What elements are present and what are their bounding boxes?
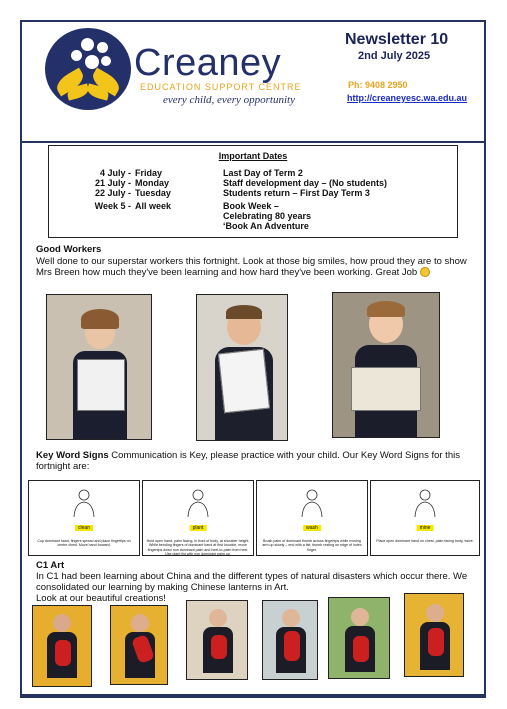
page-border-bottom (20, 694, 486, 698)
date-cell: Week 5 - (94, 201, 131, 211)
day-cell: Monday (135, 178, 170, 188)
lantern-photo (328, 597, 390, 679)
brand-tagline: every child, every opportunity (163, 94, 295, 106)
date-cell: 21 July - (94, 178, 131, 188)
good-workers-text (36, 256, 476, 278)
good-workers-paragraph: Well done to our superstar workers this fortnight. Look at those big smiles, how proud they are to show Mrs Breen how much they've been learning and how hard they've been working. Great Job (36, 256, 467, 278)
phone-number: Ph: 9408 2950 (348, 80, 408, 90)
signing-figure-icon (412, 487, 438, 517)
signing-figure-icon (185, 487, 211, 517)
signing-figure-icon (299, 487, 325, 517)
event-cell: Staff development day – (No students) (223, 178, 388, 188)
important-dates-title: Important Dates (218, 151, 288, 161)
day-cell: All week (135, 201, 172, 211)
sign-description: Cup dominant hand, fingers spread and place fingertips on centre chest. Move hand forward. (37, 539, 131, 548)
sign-description: Place open dominant hand on chest, palm facing body, twice. (376, 539, 474, 543)
day-cell: Friday (135, 168, 163, 178)
sign-word: wash (303, 525, 321, 531)
header-divider (22, 141, 484, 143)
key-word-signs-heading: Key Word Signs (36, 450, 109, 461)
school-logo (45, 28, 131, 110)
date-cell: 22 July - (94, 188, 131, 198)
sign-word: clean (75, 525, 93, 531)
smiley-icon (420, 267, 430, 277)
c1-art-heading: C1 Art (36, 560, 65, 571)
lantern-photo (262, 600, 318, 680)
student-photo (46, 294, 152, 440)
lantern-photo (32, 605, 92, 687)
lantern-photo (186, 600, 248, 680)
event-cell: Last Day of Term 2 (223, 168, 303, 178)
sign-card (28, 480, 140, 556)
student-photo (332, 292, 440, 438)
sign-card (142, 480, 254, 556)
brand-name: Creaney (134, 42, 282, 84)
day-cell: Tuesday (135, 188, 171, 198)
brand-subtitle: EDUCATION SUPPORT CENTRE (140, 82, 302, 92)
event-detail: ‘Book An Adventure (223, 221, 309, 231)
event-cell: Book Week – (223, 201, 279, 211)
newsletter-title: Newsletter 10 (345, 31, 449, 48)
key-word-signs-text (36, 450, 476, 472)
lantern-photo (404, 593, 464, 677)
good-workers-heading: Good Workers (36, 244, 102, 255)
sign-word: plant (190, 525, 207, 531)
signing-figure-icon (71, 487, 97, 517)
event-detail: Celebrating 80 years (223, 211, 312, 221)
sign-card (256, 480, 368, 556)
sign-word: mine (417, 525, 434, 531)
newsletter-date: 2nd July 2025 (358, 50, 431, 62)
lantern-photo (110, 605, 168, 685)
key-word-signs-paragraph: Communication is Key, please practice with your child. Our Key Word Signs for this fortnight are: (36, 450, 460, 472)
website-link[interactable]: http://creaneyesc.wa.edu.au (347, 93, 468, 103)
c1-art-text-2: Look at our beautiful creations! (36, 593, 166, 604)
c1-art-text: In C1 had been learning about China and the different types of natural disasters which occur there. We consolidated our learning by making Chinese lanterns in Art. (36, 571, 468, 593)
sign-card (370, 480, 480, 556)
event-cell: Students return – First Day Term 3 (223, 188, 370, 198)
sign-description: Hold open hand, palm facing, in front of body, at shoulder height. While bending fingers of dominant hand at first knuckle, move fingertips down non dominant palm and heel-to-palm from heel. Use plant fist with non dominant palm up. (146, 539, 250, 557)
date-cell: 4 July - (99, 168, 131, 178)
important-dates-box (48, 145, 458, 238)
student-photo (196, 294, 288, 441)
sign-description: Brush palm of dominant thumb across fingertips while moving arm up slowly – end with a fist, thumb resting on edge of index finger. (262, 539, 362, 552)
